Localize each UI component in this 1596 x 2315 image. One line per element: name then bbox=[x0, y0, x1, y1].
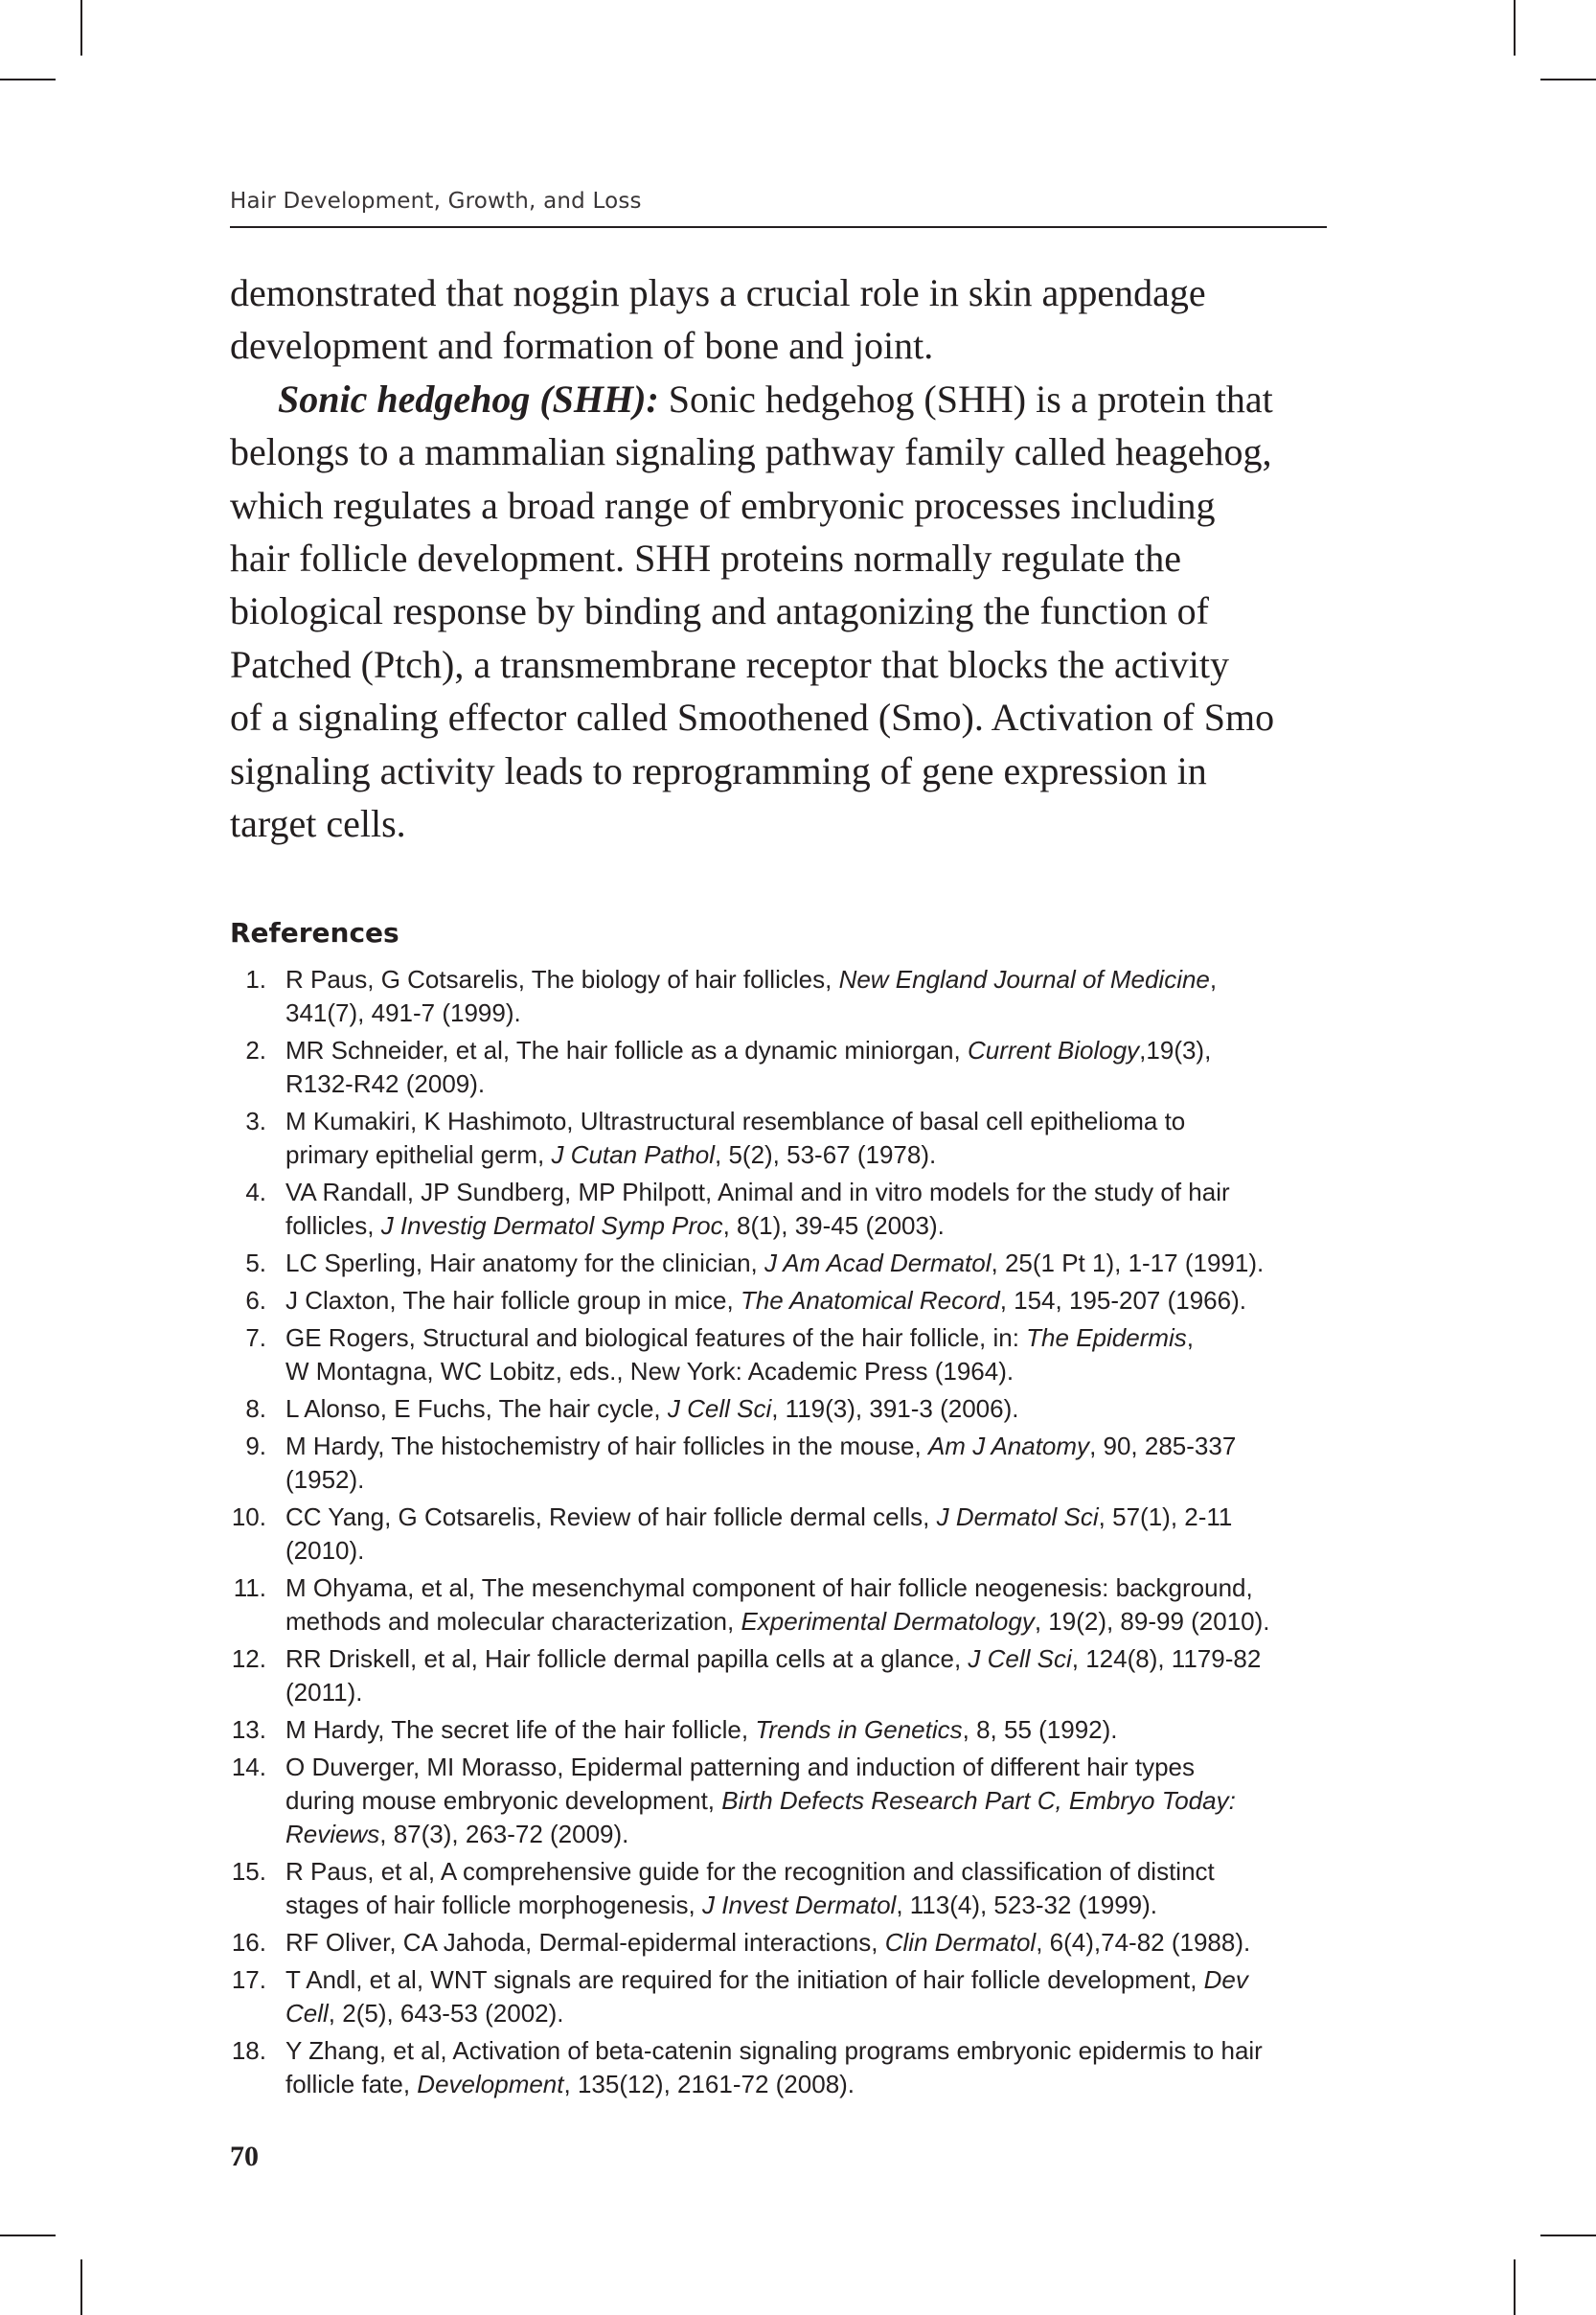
reference-line bbox=[285, 1997, 1341, 2030]
reference-line bbox=[285, 1138, 1341, 1172]
crop-mark-top-right bbox=[1514, 0, 1516, 56]
reference-text: (1952). bbox=[285, 1465, 365, 1494]
reference-text: , 8(1), 39-45 (2003). bbox=[722, 1211, 945, 1240]
reference-number: 3. bbox=[245, 1107, 266, 1135]
paragraph-noggin bbox=[230, 266, 1341, 373]
reference-number: 4. bbox=[245, 1178, 266, 1206]
page-number: 70 bbox=[230, 2141, 259, 2172]
reference-line bbox=[285, 1247, 1341, 1280]
reference-line bbox=[285, 2034, 1341, 2068]
reference-line bbox=[285, 997, 1341, 1030]
reference-number: 6. bbox=[245, 1286, 266, 1315]
reference-text: follicle fate, bbox=[285, 2070, 418, 2098]
reference-text: O Duverger, MI Morasso, Epidermal patterning and induction of different hair types bbox=[285, 1753, 1196, 1781]
reference-text: , 124(8), 1179-82 bbox=[1071, 1644, 1262, 1673]
shh-run-in-heading: Sonic hedgehog (SHH): bbox=[278, 377, 659, 421]
reference-source-title: The Anatomical Record bbox=[740, 1286, 1000, 1315]
reference-number: 18. bbox=[231, 2036, 266, 2065]
reference-text: R Paus, et al, A comprehensive guide for the recognition and classification of distinct bbox=[285, 1857, 1215, 1886]
reference-source-title: Birth Defects Research Part C, Embryo Today: bbox=[721, 1786, 1236, 1815]
reference-text: LC Sperling, Hair anatomy for the clinician, bbox=[285, 1249, 765, 1277]
reference-text: , 2(5), 643-53 (2002). bbox=[328, 1999, 564, 2028]
reference-source-title: Development bbox=[417, 2070, 564, 2098]
reference-source-title: Dev bbox=[1203, 1965, 1248, 1994]
reference-text: T Andl, et al, WNT signals are required for the initiation of hair follicle development, bbox=[285, 1965, 1204, 1994]
reference-text: Y Zhang, et al, Activation of beta-catenin signaling programs embryonic epidermis to hair bbox=[285, 2036, 1263, 2065]
reference-text: M Kumakiri, K Hashimoto, Ultrastructural resemblance of basal cell epithelioma to bbox=[285, 1107, 1186, 1135]
reference-text: , 87(3), 263-72 (2009). bbox=[379, 1820, 629, 1848]
reference-text: , 135(12), 2161-72 (2008). bbox=[563, 2070, 855, 2098]
body-line: of a signaling effector called Smoothened (Smo). Activation of Smo bbox=[230, 696, 1275, 740]
reference-text: , 19(2), 89-99 (2010). bbox=[1034, 1607, 1270, 1636]
reference-text: , 154, 195-207 (1966). bbox=[999, 1286, 1246, 1315]
reference-item bbox=[230, 1926, 1341, 1960]
reference-line bbox=[285, 1034, 1341, 1067]
reference-item bbox=[230, 963, 1341, 1030]
reference-source-title: J Invest Dermatol bbox=[702, 1891, 897, 1919]
reference-number: 9. bbox=[245, 1432, 266, 1460]
reference-item bbox=[230, 1963, 1341, 2030]
reference-item bbox=[230, 1392, 1341, 1426]
reference-line bbox=[285, 1751, 1341, 1784]
reference-number: 14. bbox=[231, 1753, 266, 1781]
reference-item bbox=[230, 1855, 1341, 1922]
references-heading: References bbox=[230, 917, 399, 949]
reference-source-title: Trends in Genetics bbox=[755, 1715, 963, 1744]
reference-item bbox=[230, 1751, 1341, 1851]
running-head: Hair Development, Growth, and Loss bbox=[230, 189, 642, 214]
reference-text: (2011). bbox=[285, 1678, 363, 1707]
reference-text: , 90, 285-337 bbox=[1089, 1432, 1237, 1460]
reference-text: M Hardy, The histochemistry of hair follicles in the mouse, bbox=[285, 1432, 928, 1460]
reference-number: 12. bbox=[231, 1644, 266, 1673]
reference-source-title: J Cutan Pathol bbox=[551, 1140, 715, 1169]
reference-number: 5. bbox=[245, 1249, 266, 1277]
reference-number: 15. bbox=[231, 1857, 266, 1886]
reference-line bbox=[285, 1889, 1341, 1922]
body-text bbox=[230, 266, 1341, 850]
reference-text: L Alonso, E Fuchs, The hair cycle, bbox=[285, 1394, 668, 1423]
reference-text: M Ohyama, et al, The mesenchymal component of hair follicle neogenesis: background, bbox=[285, 1573, 1253, 1602]
reference-item bbox=[230, 1501, 1341, 1568]
reference-text: W Montagna, WC Lobitz, eds., New York: Academic Press (1964). bbox=[285, 1357, 1015, 1386]
body-line: biological response by binding and antagonizing the function of bbox=[230, 589, 1209, 633]
reference-source-title: J Am Acad Dermatol bbox=[764, 1249, 992, 1277]
reference-item bbox=[230, 1642, 1341, 1709]
reference-line bbox=[285, 1571, 1341, 1605]
reference-text: , 113(4), 523-32 (1999). bbox=[896, 1891, 1157, 1919]
reference-item bbox=[230, 1321, 1341, 1388]
reference-line bbox=[285, 1926, 1341, 1960]
reference-item bbox=[230, 1176, 1341, 1243]
reference-source-title: J Investig Dermatol Symp Proc bbox=[380, 1211, 723, 1240]
reference-line bbox=[285, 1209, 1341, 1243]
reference-line bbox=[285, 1676, 1341, 1709]
reference-number: 11. bbox=[233, 1573, 266, 1602]
reference-line bbox=[285, 1430, 1341, 1463]
reference-text: , 119(3), 391-3 (2006). bbox=[771, 1394, 1019, 1423]
reference-line bbox=[285, 1105, 1341, 1138]
reference-number: 10. bbox=[231, 1502, 266, 1531]
reference-source-title: J Cell Sci bbox=[667, 1394, 772, 1423]
reference-line bbox=[285, 1284, 1341, 1318]
body-line: hair follicle development. SHH proteins normally regulate the bbox=[230, 537, 1182, 581]
reference-line bbox=[285, 963, 1341, 997]
crop-mark-bottom-right bbox=[1514, 2259, 1516, 2315]
reference-text: R132-R42 (2009). bbox=[285, 1069, 486, 1098]
reference-source-title: Am J Anatomy bbox=[927, 1432, 1090, 1460]
reference-text: 341(7), 491-7 (1999). bbox=[285, 998, 521, 1027]
crop-mark-top-left bbox=[80, 0, 82, 56]
crop-mark-bottom-right-h bbox=[1540, 2235, 1596, 2236]
reference-item bbox=[230, 1284, 1341, 1318]
reference-item bbox=[230, 1571, 1341, 1639]
reference-line bbox=[285, 1534, 1341, 1568]
reference-source-title: New England Journal of Medicine bbox=[838, 965, 1210, 994]
reference-source-title: J Cell Sci bbox=[968, 1644, 1072, 1673]
crop-mark-top-right-h bbox=[1540, 79, 1596, 80]
reference-line bbox=[285, 1713, 1341, 1747]
reference-line bbox=[285, 2068, 1341, 2101]
reference-text: primary epithelial germ, bbox=[285, 1140, 552, 1169]
reference-line bbox=[285, 1642, 1341, 1676]
reference-number: 13. bbox=[231, 1715, 266, 1744]
reference-item bbox=[230, 1713, 1341, 1747]
reference-text: methods and molecular characterization, bbox=[285, 1607, 741, 1636]
reference-text: , bbox=[1186, 1323, 1195, 1352]
reference-line bbox=[285, 1818, 1341, 1851]
reference-text: J Claxton, The hair follicle group in mice, bbox=[285, 1286, 741, 1315]
body-line: signaling activity leads to reprogramming of gene expression in bbox=[230, 748, 1207, 792]
reference-text: during mouse embryonic development, bbox=[285, 1786, 722, 1815]
reference-text: ,19(3), bbox=[1139, 1036, 1212, 1065]
reference-text: follicles, bbox=[285, 1211, 381, 1240]
reference-line bbox=[285, 1855, 1341, 1889]
reference-text: stages of hair follicle morphogenesis, bbox=[285, 1891, 703, 1919]
reference-number: 2. bbox=[245, 1036, 266, 1065]
reference-list bbox=[230, 963, 1341, 2105]
reference-source-title: Cell bbox=[285, 1999, 329, 2028]
body-line: Patched (Ptch), a transmembrane receptor that blocks the activity bbox=[230, 642, 1229, 686]
body-line: which regulates a broad range of embryonic processes including bbox=[230, 483, 1216, 527]
reference-number: 7. bbox=[245, 1323, 266, 1352]
reference-number: 17. bbox=[231, 1965, 266, 1994]
reference-line bbox=[285, 1463, 1341, 1497]
reference-text: RR Driskell, et al, Hair follicle dermal papilla cells at a glance, bbox=[285, 1644, 969, 1673]
reference-source-title: Reviews bbox=[285, 1820, 380, 1848]
crop-mark-bottom-left bbox=[80, 2259, 82, 2315]
reference-line bbox=[285, 1321, 1341, 1355]
reference-item bbox=[230, 1430, 1341, 1497]
reference-text: GE Rogers, Structural and biological features of the hair follicle, in: bbox=[285, 1323, 1027, 1352]
body-line-text: Sonic hedgehog (SHH) is a protein that bbox=[658, 377, 1273, 421]
reference-source-title: Clin Dermatol bbox=[884, 1928, 1037, 1957]
reference-number: 1. bbox=[245, 965, 266, 994]
reference-source-title: Experimental Dermatology bbox=[741, 1607, 1035, 1636]
reference-source-title: J Dermatol Sci bbox=[936, 1502, 1099, 1531]
reference-text: M Hardy, The secret life of the hair follicle, bbox=[285, 1715, 756, 1744]
reference-source-title: Current Biology bbox=[967, 1036, 1140, 1065]
reference-line bbox=[285, 1963, 1341, 1997]
reference-text: , 6(4),74-82 (1988). bbox=[1036, 1928, 1251, 1957]
crop-mark-top-left-h bbox=[0, 79, 56, 80]
body-line bbox=[230, 373, 1341, 425]
reference-line bbox=[285, 1355, 1341, 1388]
paragraph-shh bbox=[230, 373, 1341, 851]
reference-text: CC Yang, G Cotsarelis, Review of hair follicle dermal cells, bbox=[285, 1502, 937, 1531]
reference-item bbox=[230, 2034, 1341, 2101]
body-line: demonstrated that noggin plays a crucial role in skin appendage bbox=[230, 271, 1206, 314]
reference-text: (2010). bbox=[285, 1536, 365, 1565]
reference-text: , 25(1 Pt 1), 1-17 (1991). bbox=[991, 1249, 1265, 1277]
reference-item bbox=[230, 1247, 1341, 1280]
reference-number: 16. bbox=[231, 1928, 266, 1957]
reference-text: VA Randall, JP Sundberg, MP Philpott, Animal and in vitro models for the study of hair bbox=[285, 1178, 1230, 1206]
reference-text: RF Oliver, CA Jahoda, Dermal-epidermal interactions, bbox=[285, 1928, 885, 1957]
reference-item bbox=[230, 1034, 1341, 1101]
reference-line bbox=[285, 1784, 1341, 1818]
reference-line bbox=[285, 1501, 1341, 1534]
reference-text: , bbox=[1209, 965, 1218, 994]
body-line: belongs to a mammalian signaling pathway family called heagehog, bbox=[230, 430, 1272, 474]
body-line: target cells. bbox=[230, 802, 406, 846]
reference-source-title: The Epidermis bbox=[1026, 1323, 1187, 1352]
header-rule bbox=[230, 226, 1327, 228]
reference-line bbox=[285, 1067, 1341, 1101]
reference-line bbox=[285, 1392, 1341, 1426]
crop-mark-bottom-left-h bbox=[0, 2235, 56, 2236]
reference-text: MR Schneider, et al, The hair follicle as a dynamic miniorgan, bbox=[285, 1036, 968, 1065]
reference-line bbox=[285, 1605, 1341, 1639]
reference-text: R Paus, G Cotsarelis, The biology of hair follicles, bbox=[285, 965, 839, 994]
reference-number: 8. bbox=[245, 1394, 266, 1423]
reference-item bbox=[230, 1105, 1341, 1172]
reference-line bbox=[285, 1176, 1341, 1209]
body-line: development and formation of bone and joint. bbox=[230, 324, 934, 368]
reference-text: , 8, 55 (1992). bbox=[962, 1715, 1118, 1744]
reference-text: , 57(1), 2-11 bbox=[1098, 1502, 1233, 1531]
reference-text: , 5(2), 53-67 (1978). bbox=[715, 1140, 937, 1169]
